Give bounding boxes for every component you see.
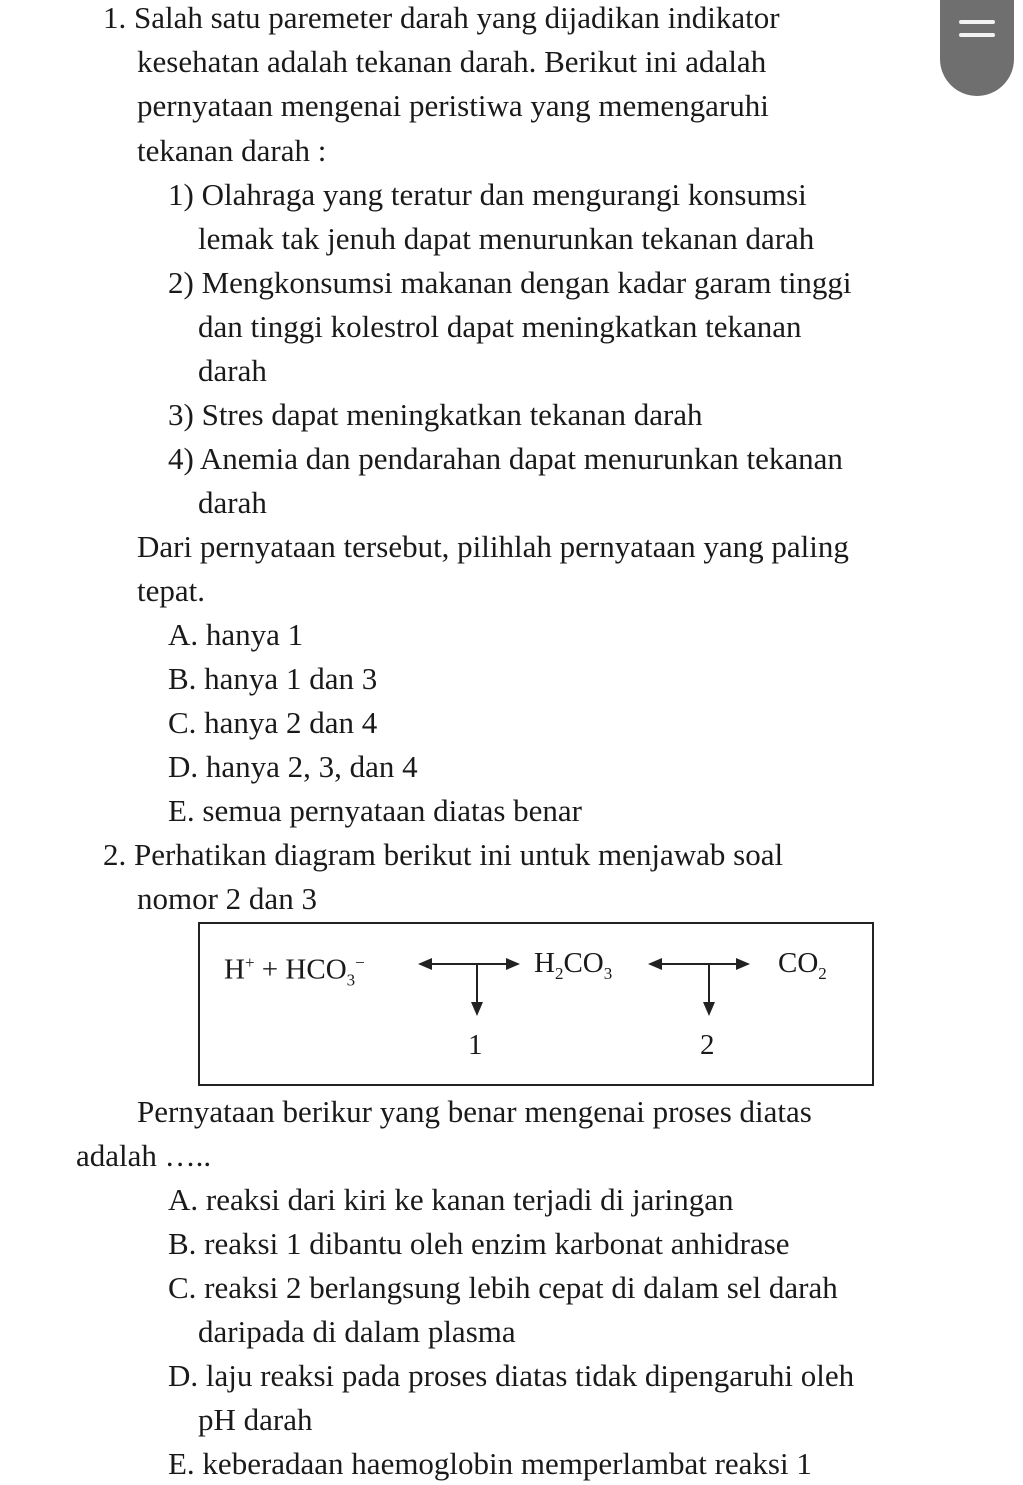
question-1-text: pernyataan mengenai peristiwa yang memengaruhi (137, 88, 769, 123)
handle-bar (959, 20, 995, 24)
question-2-prompt: adalah ….. (76, 1138, 212, 1173)
h2co3-h: H (534, 947, 555, 979)
question-1-text: 1. Salah satu paremeter darah yang dijadikan indikator (103, 0, 780, 35)
carbon-dioxide (778, 946, 827, 991)
h-charge: + (244, 953, 255, 972)
question-1-prompt: Dari pernyataan tersebut, pilihlah pernyataan yang paling (137, 529, 849, 564)
arrow-head-down-icon (471, 1002, 483, 1016)
hco-subscript: 3 (346, 970, 356, 990)
arrow-head-right-icon (736, 958, 750, 970)
statement-4: 4) Anemia dan pendarahan dapat menurunkan tekanan (168, 441, 843, 476)
arrow-head-right-icon (506, 958, 520, 970)
hco-charge: − (355, 953, 365, 972)
question-2-prompt: Pernyataan berikur yang benar mengenai proses diatas (137, 1094, 812, 1129)
question-2-text: nomor 2 dan 3 (137, 881, 317, 916)
option-b[interactable]: B. hanya 1 dan 3 (168, 661, 378, 696)
question-1-text: tekanan darah : (137, 133, 327, 168)
option-d[interactable]: D. hanya 2, 3, dan 4 (168, 749, 418, 784)
option-e[interactable]: E. keberadaan haemoglobin memperlambat reaksi 1 (168, 1446, 812, 1481)
option-e[interactable]: E. semua pernyataan diatas benar (168, 793, 583, 828)
menu-handle-icon[interactable] (940, 0, 1014, 96)
option-c[interactable]: C. reaksi 2 berlangsung lebih cepat di dalam sel darah (168, 1270, 838, 1305)
statement-2: dan tinggi kolestrol dapat meningkatkan tekanan (198, 309, 802, 344)
co2-sub: 2 (818, 963, 827, 983)
question-1-prompt: tepat. (137, 573, 205, 608)
co2-co: CO (778, 947, 819, 979)
option-a[interactable]: A. reaksi dari kiri ke kanan terjadi di jaringan (168, 1182, 734, 1217)
reaction-label-1: 1 (468, 1029, 483, 1061)
h2co3-sub2: 3 (603, 963, 613, 983)
arrow-head-left-icon (648, 958, 662, 970)
statement-2: darah (198, 353, 267, 388)
statement-4: darah (198, 485, 267, 520)
hco-symbol: + HCO (254, 953, 347, 986)
handle-bar (959, 33, 995, 37)
h2co3-co: CO (563, 947, 604, 979)
option-b[interactable]: B. reaksi 1 dibantu oleh enzim karbonat anhidrase (168, 1226, 790, 1261)
option-d-continued[interactable]: pH darah (198, 1402, 313, 1437)
reaction-label-2: 2 (700, 1029, 715, 1061)
statement-1: 1) Olahraga yang teratur dan mengurangi konsumsi (168, 177, 807, 212)
reaction-diagram (198, 922, 874, 1086)
statement-3: 3) Stres dapat meningkatkan tekanan darah (168, 397, 703, 432)
option-c-continued[interactable]: daripada di dalam plasma (198, 1314, 516, 1349)
option-d[interactable]: D. laju reaksi pada proses diatas tidak dipengaruhi oleh (168, 1358, 855, 1393)
question-1-text: kesehatan adalah tekanan darah. Berikut ini adalah (137, 44, 767, 79)
carbonic-acid (534, 946, 612, 991)
h-symbol: H (224, 953, 245, 986)
question-2-text: 2. Perhatikan diagram berikut ini untuk menjawab soal (103, 837, 784, 872)
statement-2: 2) Mengkonsumsi makanan dengan kadar garam tinggi (168, 265, 852, 300)
statement-1: lemak tak jenuh dapat menurunkan tekanan darah (198, 221, 815, 256)
h2co3-sub1: 2 (554, 963, 564, 983)
arrow-head-left-icon (418, 958, 432, 970)
arrow-head-down-icon (703, 1002, 715, 1016)
option-c[interactable]: C. hanya 2 dan 4 (168, 705, 378, 740)
option-a[interactable]: A. hanya 1 (168, 617, 304, 652)
reactant-h-hco3 (224, 946, 365, 997)
